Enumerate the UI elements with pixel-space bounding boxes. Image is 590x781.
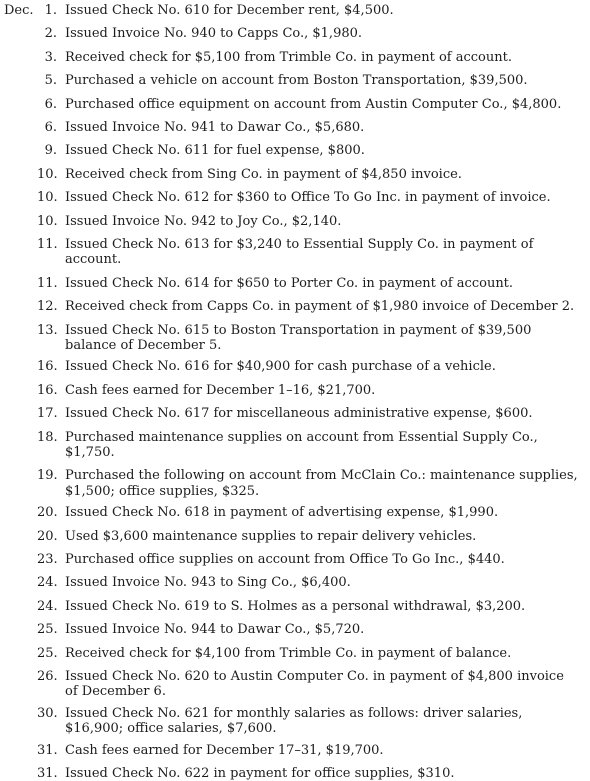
transaction-entry — [0, 529, 590, 545]
transaction-day: 20. — [37, 505, 58, 521]
transaction-entry — [0, 599, 590, 615]
transaction-entry — [0, 505, 590, 521]
transaction-day: 18. — [37, 429, 58, 445]
transaction-description: Received check from Capps Co. in payment of $1,980 invoice of December 2. — [65, 299, 575, 315]
transaction-description: Received check for $4,100 from Trimble Co. in payment of balance. — [65, 645, 512, 661]
transaction-day: 31. — [37, 765, 58, 781]
transaction-day: 11. — [37, 275, 58, 291]
transaction-entry — [0, 646, 590, 662]
transaction-entry — [0, 706, 590, 737]
transaction-description: Issued Check No. 615 to Boston Transportation in payment of $39,500 balance of December 5. — [65, 322, 532, 354]
transaction-description: Purchased a vehicle on account from Boston Transportation, $39,500. — [65, 73, 528, 89]
transaction-day: 16. — [37, 382, 58, 398]
transaction-description: Issued Invoice No. 942 to Joy Co., $2,140. — [65, 213, 342, 229]
transaction-entry — [0, 120, 590, 136]
transaction-description: Cash fees earned for December 17–31, $19,700. — [65, 742, 384, 758]
transaction-description: Issued Check No. 610 for December rent, $4,500. — [65, 3, 394, 18]
transaction-description: Used $3,600 maintenance supplies to repair delivery vehicles. — [65, 528, 477, 544]
month-label: Dec. — [4, 3, 34, 18]
transaction-description: Issued Check No. 618 in payment of advertising expense, $1,990. — [65, 505, 499, 521]
transaction-day: 23. — [37, 552, 58, 568]
transaction-description: Issued Invoice No. 940 to Capps Co., $1,980. — [65, 26, 363, 42]
transaction-description: Issued Invoice No. 943 to Sing Co., $6,400. — [65, 575, 351, 591]
transaction-entry — [0, 430, 590, 461]
transaction-entry — [0, 214, 590, 230]
transaction-entry — [0, 406, 590, 422]
transaction-entry — [0, 766, 590, 781]
transaction-description: Issued Check No. 616 for $40,900 for cash purchase of a vehicle. — [65, 359, 496, 375]
transaction-day: 10. — [37, 213, 58, 229]
transaction-entry — [0, 3, 590, 19]
transaction-day: 10. — [37, 166, 58, 182]
transaction-description: Issued Check No. 621 for monthly salaries as follows: driver salaries, $16,900; office salaries, $7,600. — [65, 705, 523, 737]
transaction-day: 30. — [37, 705, 58, 721]
transaction-description: Issued Check No. 613 for $3,240 to Essential Supply Co. in payment of account. — [65, 236, 534, 268]
transaction-description: Issued Invoice No. 944 to Dawar Co., $5,720. — [65, 622, 365, 638]
transaction-day: 12. — [37, 299, 58, 315]
transaction-day: 25. — [37, 645, 58, 661]
transaction-entry — [0, 552, 590, 568]
transaction-day: 24. — [37, 598, 58, 614]
transaction-day: 24. — [37, 575, 58, 591]
transaction-entry — [0, 73, 590, 89]
transaction-entry — [0, 299, 590, 315]
transaction-day: 20. — [37, 528, 58, 544]
transaction-day: 19. — [37, 468, 58, 484]
transaction-day: 25. — [37, 622, 58, 638]
transaction-description: Issued Invoice No. 941 to Dawar Co., $5,680. — [65, 119, 365, 135]
transaction-description: Received check from Sing Co. in payment of $4,850 invoice. — [65, 166, 462, 182]
transaction-day: 1. — [44, 3, 57, 18]
transaction-day: 3. — [44, 49, 57, 65]
transaction-description: Issued Check No. 612 for $360 to Office To Go Inc. in payment of invoice. — [65, 190, 551, 206]
transaction-entry — [0, 359, 590, 375]
transaction-description: Purchased office supplies on account from Office To Go Inc., $440. — [65, 552, 505, 568]
transaction-description: Issued Check No. 622 in payment for office supplies, $310. — [65, 765, 455, 781]
transaction-description: Purchased maintenance supplies on account from Essential Supply Co., $1,750. — [65, 429, 538, 461]
transaction-day: 13. — [37, 322, 58, 338]
transaction-description: Issued Check No. 617 for miscellaneous administrative expense, $600. — [65, 406, 533, 422]
transaction-day: 16. — [37, 359, 58, 375]
transaction-description: Issued Check No. 619 to S. Holmes as a personal withdrawal, $3,200. — [65, 598, 526, 614]
transaction-description: Received check for $5,100 from Trimble Co. in payment of account. — [65, 49, 512, 65]
transaction-entry — [0, 167, 590, 183]
transaction-day: 17. — [37, 406, 58, 422]
transaction-day: 2. — [44, 26, 57, 42]
transaction-entry — [0, 190, 590, 206]
transaction-entry — [0, 575, 590, 591]
transaction-entry — [0, 97, 590, 113]
transaction-day: 11. — [37, 236, 58, 252]
transaction-day: 9. — [44, 143, 57, 159]
transaction-entry — [0, 383, 590, 399]
transaction-entry — [0, 468, 590, 499]
transaction-description: Issued Check No. 614 for $650 to Porter Co. in payment of account. — [65, 275, 514, 291]
transaction-entry — [0, 237, 590, 268]
transaction-day: 26. — [37, 668, 58, 684]
transaction-description: Purchased office equipment on account from Austin Computer Co., $4,800. — [65, 96, 562, 112]
transaction-day: 31. — [37, 742, 58, 758]
transaction-day: 6. — [44, 119, 57, 135]
transaction-entry — [0, 276, 590, 292]
transaction-entry — [0, 622, 590, 638]
transaction-description: Issued Check No. 611 for fuel expense, $800. — [65, 143, 365, 159]
transaction-description: Purchased the following on account from McClain Co.: maintenance supplies, $1,500; office supplies, $325. — [65, 468, 578, 499]
transaction-entry — [0, 669, 590, 700]
transaction-entry — [0, 323, 590, 354]
transaction-entry — [0, 143, 590, 159]
transaction-entry — [0, 26, 590, 42]
transaction-day: 6. — [44, 96, 57, 112]
transaction-description: Issued Check No. 620 to Austin Computer Co. in payment of $4,800 invoice of December 6. — [65, 668, 564, 700]
transaction-day: 10. — [37, 190, 58, 206]
transaction-day: 5. — [44, 73, 57, 89]
transaction-entry — [0, 50, 590, 66]
transaction-list — [0, 3, 590, 781]
transaction-entry — [0, 743, 590, 759]
transaction-description: Cash fees earned for December 1–16, $21,700. — [65, 382, 376, 398]
